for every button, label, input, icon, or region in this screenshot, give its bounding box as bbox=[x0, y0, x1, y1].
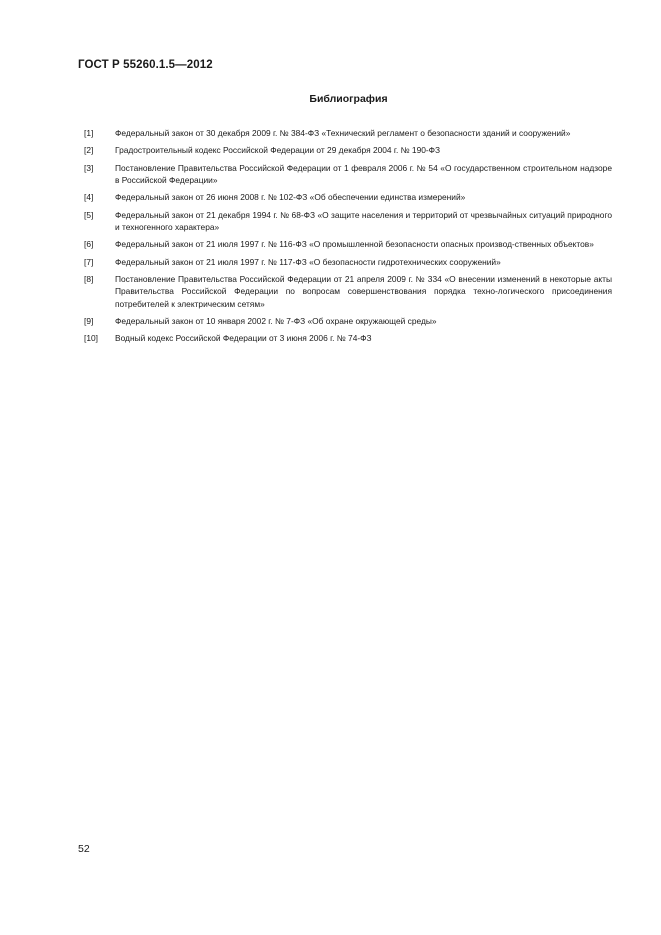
bibliography-item bbox=[84, 315, 612, 327]
bibliography-item-text: Федеральный закон от 30 декабря 2009 г. № 384-ФЗ «Технический регламент о безопасности зданий и сооружений» bbox=[115, 128, 571, 138]
bibliography-item-number: [7] bbox=[84, 256, 94, 267]
bibliography-item-text: Федеральный закон от 21 июля 1997 г. № 116-ФЗ «О промышленной безопасности опасных производ-ственных объектов» bbox=[115, 239, 594, 250]
bibliography-item-number: [6] bbox=[84, 239, 94, 250]
bibliography-item bbox=[84, 209, 612, 233]
bibliography-item bbox=[84, 191, 612, 203]
bibliography-item-number: [3] bbox=[84, 162, 94, 173]
bibliography-item-number: [10] bbox=[84, 333, 98, 344]
document-header: ГОСТ Р 55260.1.5—2012 bbox=[78, 59, 213, 71]
bibliography-item-number: [1] bbox=[84, 128, 94, 138]
bibliography-item-text: Федеральный закон от 10 января 2002 г. № 7-ФЗ «Об охране окружающей среды» bbox=[115, 315, 437, 326]
bibliography-item-number: [9] bbox=[84, 315, 94, 326]
bibliography-item-text: Постановление Правительства Российской Федерации от 21 апреля 2009 г. № 334 «О внесении изменений в некоторые акты Правительства Российской Федерации по вопросам совершенствования порядка техно-логического присоединения потребителей к электрическим сетям» bbox=[115, 274, 612, 309]
bibliography-list bbox=[84, 127, 612, 350]
bibliography-item-text: Градостроительный кодекс Российской Федерации от 29 декабря 2004 г. № 190-ФЗ bbox=[115, 145, 441, 156]
bibliography-item-number: [4] bbox=[84, 192, 94, 203]
bibliography-item bbox=[84, 127, 612, 139]
bibliography-item-text: Федеральный закон от 26 июня 2008 г. № 102-ФЗ «Об обеспечении единства измерений» bbox=[115, 192, 466, 203]
bibliography-item-number: [5] bbox=[84, 209, 94, 220]
bibliography-item bbox=[84, 162, 612, 186]
bibliography-item-text: Водный кодекс Российской Федерации от 3 июня 2006 г. № 74-ФЗ bbox=[115, 333, 372, 344]
bibliography-item bbox=[84, 256, 612, 268]
bibliography-item-number: [8] bbox=[84, 274, 94, 285]
bibliography-item bbox=[84, 238, 612, 250]
bibliography-item-text: Постановление Правительства Российской Федерации от 1 февраля 2006 г. № 54 «О государственном строительном надзоре в Российской Федерации» bbox=[115, 162, 612, 185]
bibliography-item bbox=[84, 144, 612, 156]
bibliography-item-number: [2] bbox=[84, 145, 94, 156]
page-number: 52 bbox=[78, 843, 90, 855]
bibliography-item-text: Федеральный закон от 21 июля 1997 г. № 117-ФЗ «О безопасности гидротехнических сооружений» bbox=[115, 256, 501, 267]
bibliography-item-text: Федеральный закон от 21 декабря 1994 г. № 68-ФЗ «О защите населения и территорий от чрезвычайных ситуаций природного и техногенного характера» bbox=[115, 209, 612, 232]
bibliography-item bbox=[84, 273, 612, 310]
bibliography-item bbox=[84, 332, 612, 344]
bibliography-title: Библиография bbox=[309, 93, 388, 105]
